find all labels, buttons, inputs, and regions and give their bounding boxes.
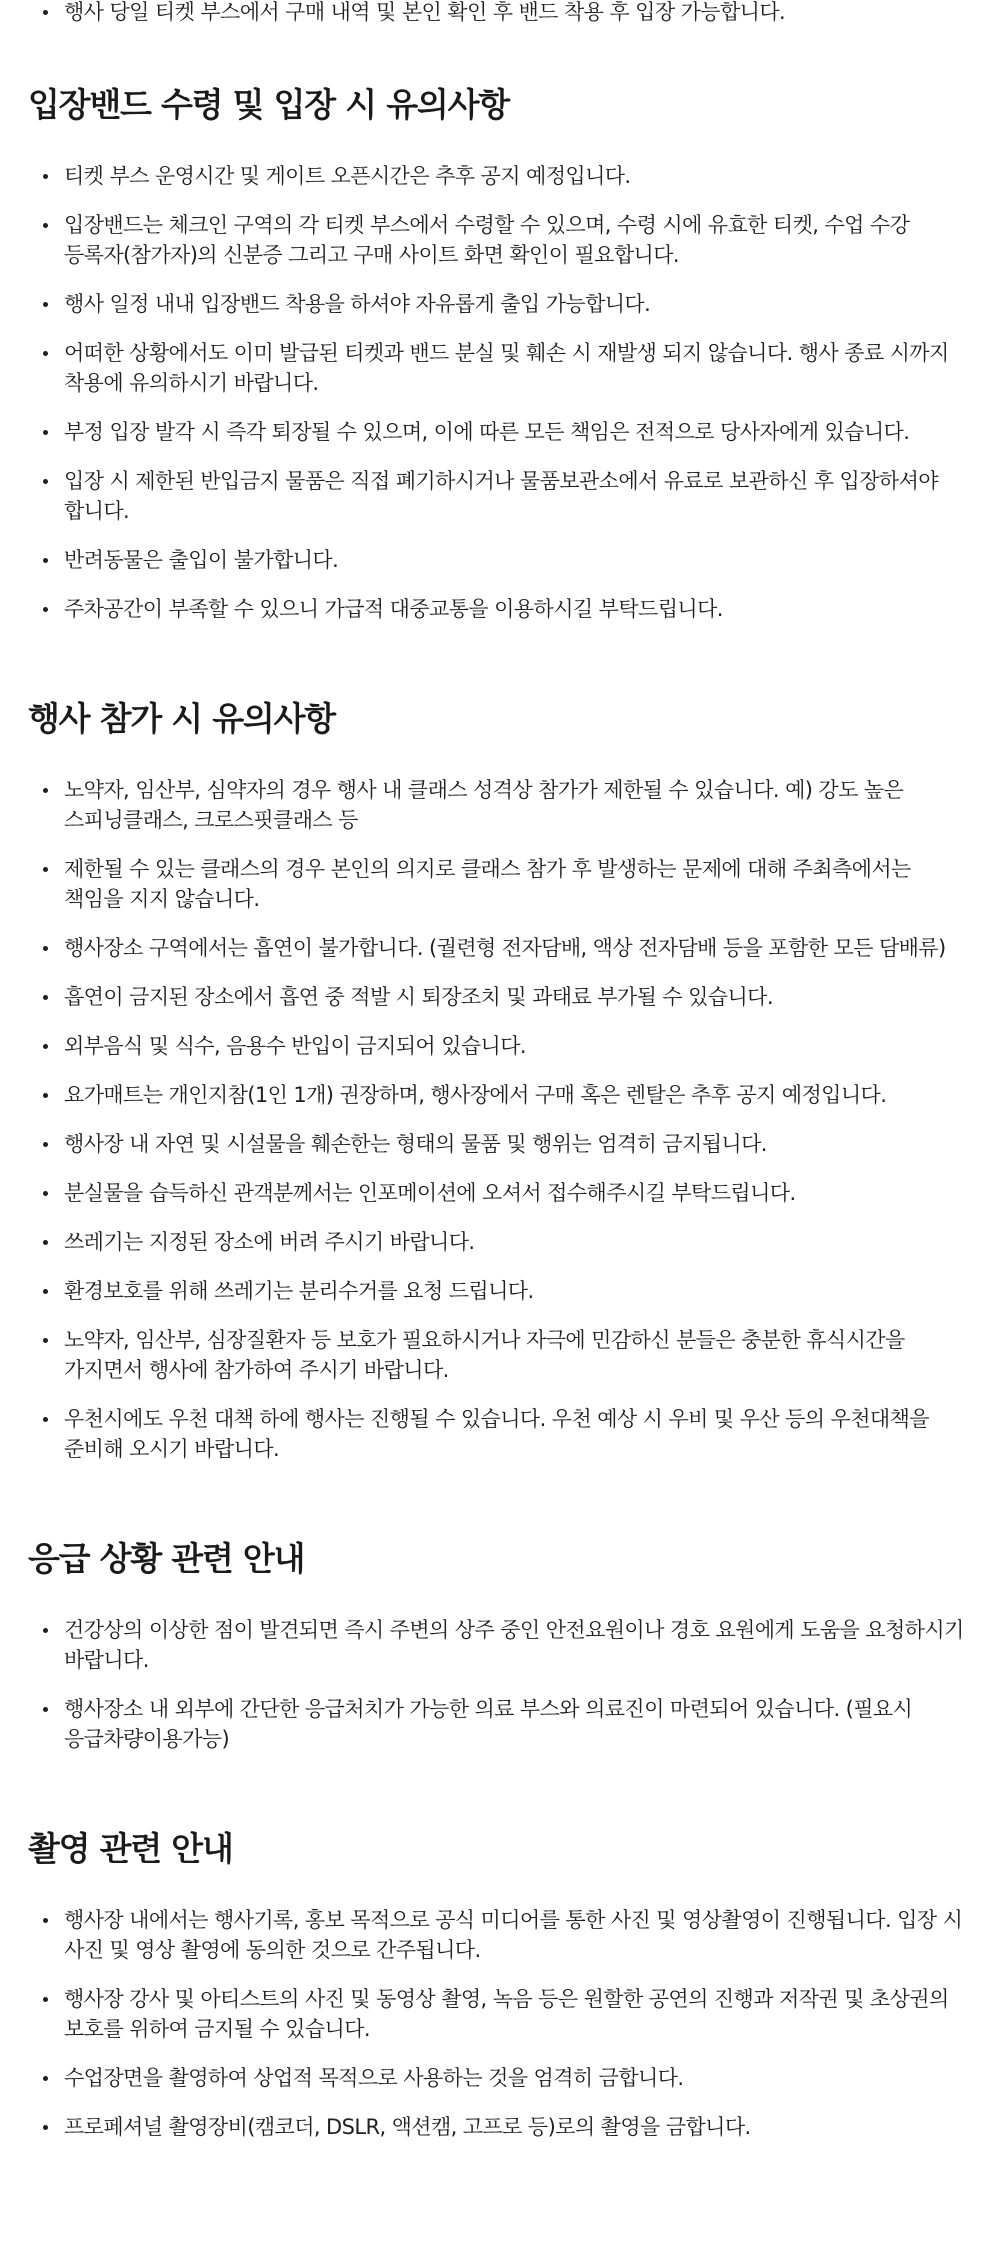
list-item: 행사장 내에서는 행사기록, 홍보 목적으로 공식 미디어를 통한 사진 및 영상촬영이 진행됩니다. 입장 시 사진 및 영상 촬영에 동의한 것으로 간주됩니다. bbox=[64, 1905, 972, 1965]
list-item: 행사 일정 내내 입장밴드 착용을 하셔야 자유롭게 출입 가능합니다. bbox=[64, 289, 972, 319]
list-item: 흡연이 금지된 장소에서 흡연 중 적발 시 퇴장조치 및 과태료 부가될 수 있습니다. bbox=[64, 982, 972, 1012]
section-list bbox=[28, 1905, 972, 2142]
list-item: 주차공간이 부족할 수 있으니 가급적 대중교통을 이용하시길 부탁드립니다. bbox=[64, 594, 972, 624]
list-item: 행사장 강사 및 아티스트의 사진 및 동영상 촬영, 녹음 등은 원할한 공연의 진행과 저작권 및 초상권의 보호를 위하여 금지될 수 있습니다. bbox=[64, 1984, 972, 2044]
section-entry-band bbox=[28, 46, 972, 624]
list-item: 행사장소 구역에서는 흡연이 불가합니다. (궐련형 전자담배, 액상 전자담배 등을 포함한 모든 담배류) bbox=[64, 933, 972, 963]
list-item: 쓰레기는 지정된 장소에 버려 주시기 바랍니다. bbox=[64, 1227, 972, 1257]
intro-list bbox=[28, 0, 972, 27]
section-title: 촬영 관련 안내 bbox=[28, 1829, 233, 1868]
list-item: 입장밴드는 체크인 구역의 각 티켓 부스에서 수령할 수 있으며, 수령 시에 유효한 티켓, 수업 수강 등록자(참가자)의 신분증 그리고 구매 사이트 화면 확인이 필요합니다. bbox=[64, 210, 972, 270]
section-participation bbox=[28, 643, 972, 1464]
section-list bbox=[28, 161, 972, 624]
list-item: 행사장 내 자연 및 시설물을 훼손한는 형태의 물품 및 행위는 엄격히 금지됩니다. bbox=[64, 1129, 972, 1159]
list-item: 요가매트는 개인지참(1인 1개) 권장하며, 행사장에서 구매 혹은 렌탈은 추후 공지 예정입니다. bbox=[64, 1080, 972, 1110]
list-item: 노약자, 임산부, 심장질환자 등 보호가 필요하시거나 자극에 민감하신 분들은 충분한 휴식시간을 가지면서 행사에 참가하여 주시기 바랍니다. bbox=[64, 1325, 972, 1385]
list-item: 외부음식 및 식수, 음용수 반입이 금지되어 있습니다. bbox=[64, 1031, 972, 1061]
section-emergency bbox=[28, 1483, 972, 1754]
list-item: 프로페셔널 촬영장비(캠코더, DSLR, 액션캠, 고프로 등)로의 촬영을 금합니다. bbox=[64, 2112, 972, 2142]
list-item: 건강상의 이상한 점이 발견되면 즉시 주변의 상주 중인 안전요원이나 경호 요원에게 도움을 요청하시기 바랍니다. bbox=[64, 1615, 972, 1675]
section-filming bbox=[28, 1773, 972, 2142]
section-title: 행사 참가 시 유의사항 bbox=[28, 699, 335, 738]
list-item: 분실물을 습득하신 관객분께서는 인포메이션에 오셔서 접수해주시길 부탁드립니다. bbox=[64, 1178, 972, 1208]
section-title: 응급 상황 관련 안내 bbox=[28, 1539, 305, 1578]
list-item: 부정 입장 발각 시 즉각 퇴장될 수 있으며, 이에 따른 모든 책임은 전적으로 당사자에게 있습니다. bbox=[64, 417, 972, 447]
list-item: 노약자, 임산부, 심약자의 경우 행사 내 클래스 성격상 참가가 제한될 수 있습니다. 예) 강도 높은 스피닝클래스, 크로스핏클래스 등 bbox=[64, 775, 972, 835]
list-item: 우천시에도 우천 대책 하에 행사는 진행될 수 있습니다. 우천 예상 시 우비 및 우산 등의 우천대책을 준비해 오시기 바랍니다. bbox=[64, 1404, 972, 1464]
list-item: 티켓 부스 운영시간 및 게이트 오픈시간은 추후 공지 예정입니다. bbox=[64, 161, 972, 191]
list-item: 행사 당일 티켓 부스에서 구매 내역 및 본인 확인 후 밴드 착용 후 입장 가능합니다. bbox=[64, 0, 972, 27]
list-item: 행사장소 내 외부에 간단한 응급처치가 가능한 의료 부스와 의료진이 마련되어 있습니다. (필요시 응급차량이용가능) bbox=[64, 1694, 972, 1754]
list-item: 입장 시 제한된 반입금지 물품은 직접 폐기하시거나 물품보관소에서 유료로 보관하신 후 입장하셔야 합니다. bbox=[64, 466, 972, 526]
list-item: 반려동물은 출입이 불가합니다. bbox=[64, 545, 972, 575]
section-list bbox=[28, 775, 972, 1464]
section-list bbox=[28, 1615, 972, 1754]
list-item: 환경보호를 위해 쓰레기는 분리수거를 요청 드립니다. bbox=[64, 1276, 972, 1306]
list-item: 제한될 수 있는 클래스의 경우 본인의 의지로 클래스 참가 후 발생하는 문제에 대해 주최측에서는 책임을 지지 않습니다. bbox=[64, 854, 972, 914]
list-item: 수업장면을 촬영하여 상업적 목적으로 사용하는 것을 엄격히 금합니다. bbox=[64, 2063, 972, 2093]
list-item: 어떠한 상황에서도 이미 발급된 티켓과 밴드 분실 및 훼손 시 재발생 되지 않습니다. 행사 종료 시까지 착용에 유의하시기 바랍니다. bbox=[64, 338, 972, 398]
section-title: 입장밴드 수령 및 입장 시 유의사항 bbox=[28, 85, 509, 124]
